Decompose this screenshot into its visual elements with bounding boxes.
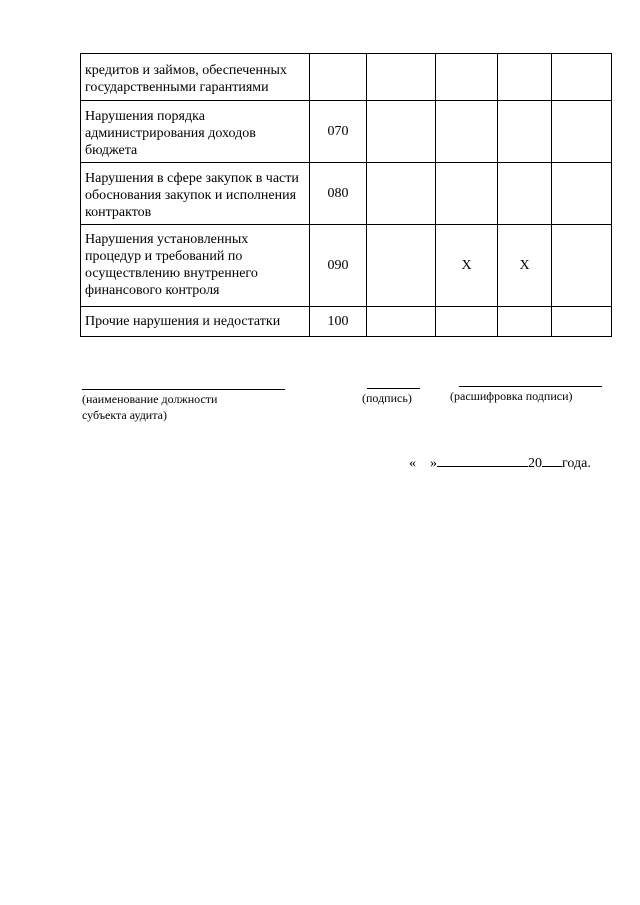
- position-signature-line: [82, 389, 285, 390]
- row-cell: [498, 307, 552, 337]
- signature-line: [367, 388, 420, 389]
- table-row: [81, 225, 612, 307]
- row-cell: [367, 163, 436, 225]
- row-code: 070: [310, 101, 367, 163]
- row-cell: [436, 163, 498, 225]
- row-cell: [498, 101, 552, 163]
- row-cell: [436, 307, 498, 337]
- row-cell: Х: [436, 225, 498, 307]
- report-table: [80, 53, 612, 337]
- row-cell: [552, 163, 612, 225]
- row-code: 100: [310, 307, 367, 337]
- date-open-quote: «: [409, 456, 416, 471]
- row-code: 080: [310, 163, 367, 225]
- row-description: Прочие нарушения и недостатки: [81, 307, 310, 337]
- row-cell: Х: [498, 225, 552, 307]
- date-suffix: года.: [562, 456, 591, 471]
- table-row: [81, 101, 612, 163]
- row-cell: [367, 101, 436, 163]
- decoding-signature-line: [459, 386, 602, 387]
- date-line: [409, 452, 591, 472]
- table-row: [81, 163, 612, 225]
- signature-caption: (подпись): [362, 391, 412, 405]
- row-cell: [367, 54, 436, 101]
- row-cell: [552, 54, 612, 101]
- row-description: Нарушения установленных процедур и требований по осуществлению внутреннего финансового контроля: [81, 225, 310, 307]
- table-row: [81, 307, 612, 337]
- row-cell: [552, 101, 612, 163]
- position-caption-line2: субъекта аудита): [82, 408, 167, 422]
- year-blank: [542, 452, 562, 467]
- row-description: Нарушения в сфере закупок в части обоснования закупок и исполнения контрактов: [81, 163, 310, 225]
- month-blank: [437, 452, 528, 467]
- row-cell: [367, 225, 436, 307]
- row-code: 090: [310, 225, 367, 307]
- row-cell: [436, 54, 498, 101]
- date-close-quote: »: [430, 456, 437, 471]
- row-cell: [552, 225, 612, 307]
- date-year-prefix: 20: [528, 456, 542, 471]
- row-cell: [552, 307, 612, 337]
- row-cell: [436, 101, 498, 163]
- row-description: Нарушения порядка администрирования доходов бюджета: [81, 101, 310, 163]
- decoding-caption: (расшифровка подписи): [450, 389, 573, 403]
- position-caption-line1: (наименование должности: [82, 392, 218, 406]
- row-cell: [498, 54, 552, 101]
- row-code: [310, 54, 367, 101]
- table-row: [81, 54, 612, 101]
- row-cell: [367, 307, 436, 337]
- row-cell: [498, 163, 552, 225]
- row-description: кредитов и займов, обеспеченных государственными гарантиями: [81, 54, 310, 101]
